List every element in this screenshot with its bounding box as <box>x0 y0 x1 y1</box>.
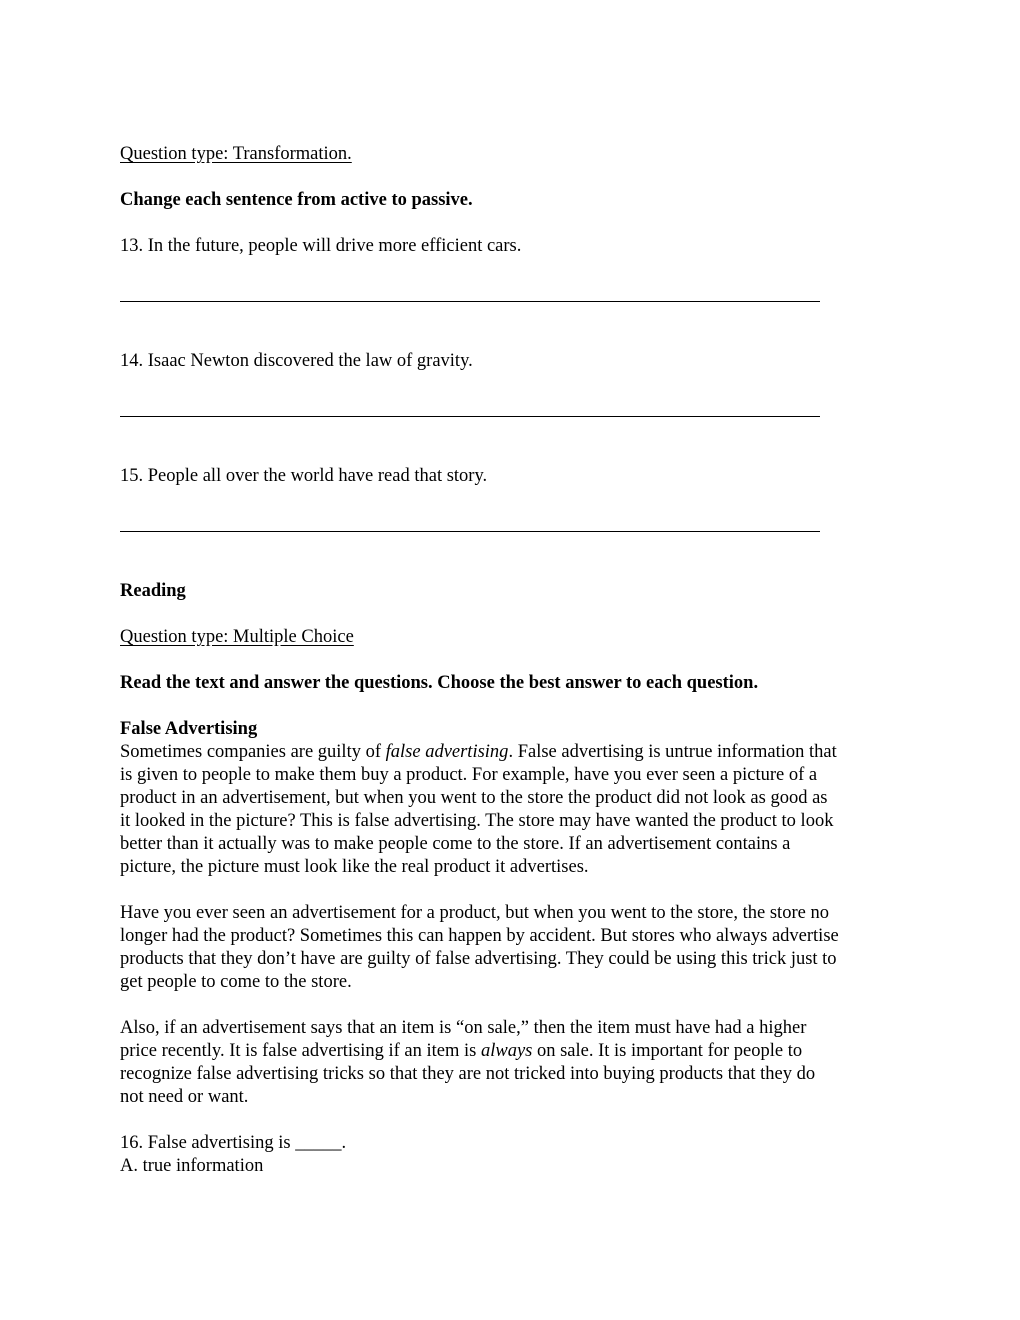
passage-p1-line5: better than it actually was to make people come to the store. If an advertisement contains a <box>120 834 791 854</box>
question-15: 15. People all over the world have read that story. <box>120 466 488 486</box>
passage-p2-line2: longer had the product? Sometimes this can happen by accident. But stores who always advertise <box>120 926 839 946</box>
paragraph-spacer <box>120 1109 900 1132</box>
question-13: 13. In the future, people will drive more efficient cars. <box>120 236 522 256</box>
paragraph-spacer <box>120 879 900 902</box>
text-span: Sometimes companies are guilty of <box>120 742 386 762</box>
passage-p3-line4: not need or want. <box>120 1087 249 1107</box>
question-type-multiple-choice: Question type: Multiple Choice <box>120 627 354 647</box>
passage-p1-line4: it looked in the picture? This is false advertising. The store may have wanted the product to look <box>120 811 834 831</box>
answer-line-14[interactable] <box>120 416 820 417</box>
instruction-active-to-passive: Change each sentence from active to passive. <box>120 190 473 210</box>
answer-line-13[interactable] <box>120 301 820 302</box>
passage-p3-line2 <box>120 1040 900 1063</box>
passage-p1-line3: product in an advertisement, but when you went to the store the product did not look as good as <box>120 788 828 808</box>
passage-false-advertising <box>120 718 900 1178</box>
question-14: 14. Isaac Newton discovered the law of gravity. <box>120 351 473 371</box>
passage-p2-line3: products that they don’t have are guilty of false advertising. They could be using this trick just to <box>120 949 837 969</box>
text-span: price recently. It is false advertising if an item is <box>120 1041 481 1061</box>
passage-p3-line1: Also, if an advertisement says that an item is “on sale,” then the item must have had a higher <box>120 1018 807 1038</box>
reading-heading: Reading <box>120 581 186 601</box>
passage-p1-line6: picture, the picture must look like the real product it advertises. <box>120 857 589 877</box>
passage-p1-line1 <box>120 741 900 764</box>
passage-p3-line3: recognize false advertising tricks so that they are not tricked into buying products that they do <box>120 1064 816 1084</box>
emphasis-false-advertising: false advertising <box>385 742 509 762</box>
text-span: on sale. It is important for people to <box>532 1041 803 1061</box>
emphasis-always: always <box>480 1041 533 1061</box>
text-span: . False advertising is untrue information that <box>508 742 837 762</box>
passage-title: False Advertising <box>120 719 258 739</box>
question-16-option-a[interactable]: A. true information <box>120 1156 264 1176</box>
passage-p2-line4: get people to come to the store. <box>120 972 352 992</box>
passage-p1-line2: is given to people to make them buy a product. For example, have you ever seen a picture of a <box>120 765 818 785</box>
paragraph-spacer <box>120 994 900 1017</box>
passage-p2-line1: Have you ever seen an advertisement for a product, but when you went to the store, the store no <box>120 903 829 923</box>
answer-line-15[interactable] <box>120 531 820 532</box>
question-16: 16. False advertising is _____. <box>120 1133 347 1153</box>
question-type-transformation: Question type: Transformation. <box>120 144 352 164</box>
instruction-read-text: Read the text and answer the questions. Choose the best answer to each question. <box>120 673 759 693</box>
